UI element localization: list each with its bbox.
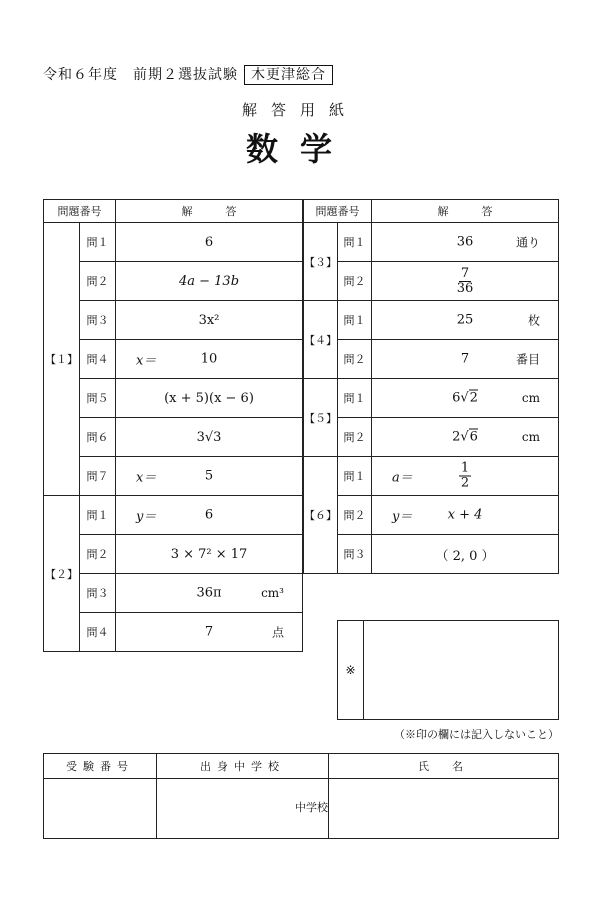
school-header: 出身中学校 <box>157 754 328 779</box>
answer-prefix: x＝ <box>136 353 157 369</box>
section-label: 【３】 <box>304 223 338 301</box>
grader-mark-box <box>337 620 559 720</box>
answer-value: 4a − 13b <box>178 273 240 289</box>
grader-note: （※印の欄には記入しないこと） <box>394 728 559 741</box>
fraction-denominator: 2 <box>460 475 470 491</box>
grader-mark-label: ※ <box>338 621 364 719</box>
question-number: 問７ <box>80 457 116 496</box>
section-label: 【５】 <box>304 379 338 457</box>
answer-unit: cm³ <box>261 586 284 600</box>
answer-cell[interactable] <box>116 574 303 613</box>
answer-value: 3x² <box>198 312 220 328</box>
answer-cell[interactable] <box>372 496 559 535</box>
answer-cell[interactable] <box>372 223 559 262</box>
exam-header <box>43 64 333 85</box>
answer-cell[interactable]: 2√6 cm <box>372 418 559 457</box>
answer-value: 3√3 <box>196 429 222 445</box>
answer-cell[interactable] <box>116 223 303 262</box>
examinee-info-table <box>43 753 559 839</box>
question-number: 問５ <box>80 379 116 418</box>
answer-value: x + 4 <box>447 507 483 523</box>
school-name-box: 木更津総合 <box>244 65 333 85</box>
answer-cell[interactable] <box>116 418 303 457</box>
question-number: 問２ <box>338 340 372 379</box>
radical-coefficient: 6 <box>452 390 461 406</box>
answer-cell[interactable] <box>116 496 303 535</box>
answer-cell[interactable] <box>116 301 303 340</box>
answer-cell[interactable] <box>116 262 303 301</box>
section-label: 【２】 <box>44 496 80 652</box>
question-number: 問２ <box>80 535 116 574</box>
answer-unit: 番目 <box>515 352 540 367</box>
answer-cell[interactable] <box>372 340 559 379</box>
section-label: 【６】 <box>304 457 338 574</box>
answer-value: 36 <box>456 234 474 250</box>
answer-value: 25 <box>456 312 474 328</box>
answer-value: 36π <box>196 585 222 601</box>
question-number: 問３ <box>338 535 372 574</box>
answer-sheet-title: 解答用紙 <box>241 101 358 119</box>
exam-number-header: 受験番号 <box>44 754 156 779</box>
radicand: 6 <box>469 429 478 445</box>
name-header: 氏 名 <box>329 754 558 779</box>
question-number: 問３ <box>80 574 116 613</box>
answer-value: 3 × 7² × 17 <box>170 546 248 562</box>
answer-cell[interactable] <box>372 262 559 301</box>
answer-cell[interactable] <box>372 535 559 574</box>
answer-value: 6 <box>204 507 214 523</box>
question-number: 問４ <box>80 340 116 379</box>
question-number: 問１ <box>338 301 372 340</box>
answer-fraction <box>457 267 474 296</box>
answer-cell[interactable] <box>116 457 303 496</box>
answer-prefix: x＝ <box>136 470 157 486</box>
answer-unit: cm <box>521 430 540 444</box>
qnum-header: 問題番号 <box>304 200 372 223</box>
answer-cell[interactable] <box>372 301 559 340</box>
answer-header: 解 答 <box>372 200 559 223</box>
fraction-numerator: 7 <box>460 265 470 281</box>
answer-value: 7 <box>204 624 214 640</box>
answer-cell[interactable] <box>116 613 303 652</box>
section-label: 【４】 <box>304 301 338 379</box>
radicand: 2 <box>469 390 478 406</box>
question-number: 問２ <box>338 418 372 457</box>
answer-value: 5 <box>204 468 214 484</box>
answer-value: 7 <box>460 351 470 367</box>
answer-cell[interactable] <box>116 379 303 418</box>
section-label: 【１】 <box>44 223 80 496</box>
radical-coefficient: 2 <box>452 429 461 445</box>
answer-unit: 通り <box>515 235 540 250</box>
answer-prefix: a＝ <box>392 470 413 486</box>
answer-value: （ 2, 0 ） <box>435 548 495 564</box>
answer-unit: cm <box>521 391 540 405</box>
name-column[interactable] <box>329 754 558 838</box>
question-number: 問１ <box>80 496 116 535</box>
question-number: 問２ <box>338 262 372 301</box>
fraction-numerator: 1 <box>460 460 470 476</box>
fraction-denominator: 36 <box>456 280 474 296</box>
answer-cell[interactable] <box>116 340 303 379</box>
answer-unit: 枚 <box>527 313 540 328</box>
answer-table-left <box>43 199 303 652</box>
answer-value: 6 <box>204 234 214 250</box>
question-number: 問１ <box>338 223 372 262</box>
question-number: 問２ <box>80 262 116 301</box>
question-number: 問１ <box>80 223 116 262</box>
answer-cell[interactable] <box>116 535 303 574</box>
question-number: 問３ <box>80 301 116 340</box>
question-number: 問６ <box>80 418 116 457</box>
answer-value: (x + 5)(x − 6) <box>164 390 254 406</box>
answer-table-right <box>303 199 559 574</box>
qnum-header: 問題番号 <box>44 200 116 223</box>
question-number: 問４ <box>80 613 116 652</box>
question-number: 問２ <box>338 496 372 535</box>
answer-value: 10 <box>200 351 218 367</box>
answer-fraction <box>459 462 471 491</box>
answer-prefix: y＝ <box>392 509 413 525</box>
subject-title: 数学 <box>245 130 354 168</box>
question-number: 問１ <box>338 457 372 496</box>
exam-number-column[interactable] <box>44 754 157 838</box>
answer-prefix: y＝ <box>136 509 157 525</box>
answer-cell[interactable] <box>372 457 559 496</box>
answer-cell[interactable]: 6√2 cm <box>372 379 559 418</box>
answer-unit: 点 <box>271 625 284 640</box>
answer-header: 解 答 <box>116 200 303 223</box>
question-number: 問１ <box>338 379 372 418</box>
school-column[interactable]: 出身中学校 中学校 <box>157 754 329 838</box>
exam-year-title: 令和６年度 前期２選抜試験 <box>43 67 238 83</box>
